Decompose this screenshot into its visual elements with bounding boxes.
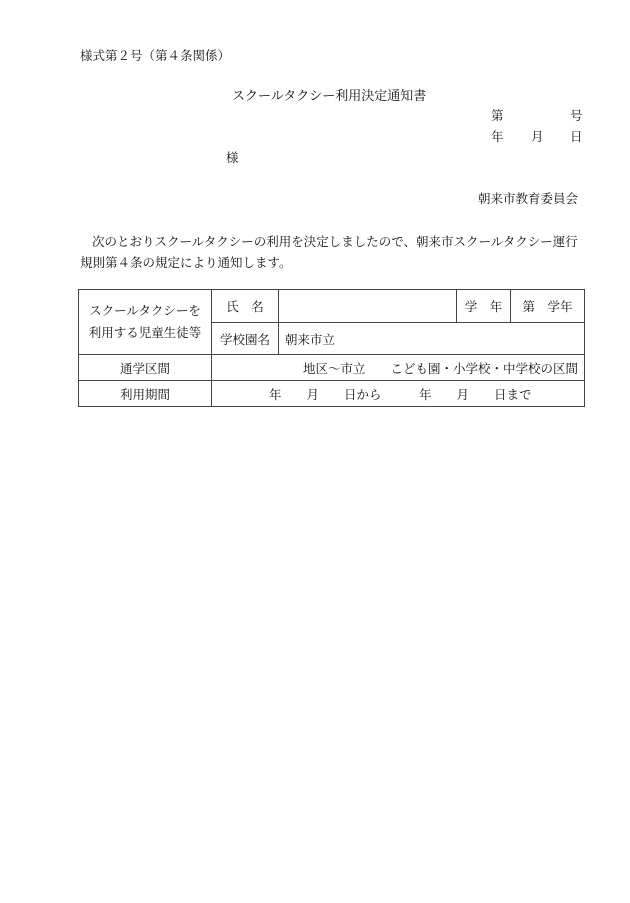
school-label: 学校園名 — [212, 323, 279, 355]
student-label-cell — [79, 290, 212, 355]
student-label-line2: 利用する児童生徒等 — [88, 325, 202, 340]
decision-table — [78, 289, 585, 407]
school-field[interactable]: 朝来市立 — [279, 323, 585, 355]
date-day: 日 — [570, 129, 583, 144]
addressee-suffix: 様 — [226, 150, 239, 165]
number-prefix: 第 — [491, 108, 504, 123]
body-text: 次のとおりスクールタクシーの利用を決定しましたので、朝来市スクールタクシー運行規則第４条の規定により通知します。 — [80, 234, 578, 270]
document-title: スクールタクシー利用決定通知書 — [232, 89, 427, 104]
section-field[interactable]: 地区～市立 こども園・小学校・中学校の区間 — [212, 355, 585, 381]
student-label-line1: スクールタクシーを — [89, 303, 201, 318]
form-number: 様式第２号（第４条関係） — [80, 48, 231, 63]
section-label: 通学区間 — [79, 355, 212, 381]
name-field[interactable] — [279, 290, 457, 323]
period-field[interactable]: 年 月 日から 年 月 日まで — [212, 381, 585, 407]
name-label: 氏 名 — [212, 290, 279, 323]
grade-label: 学 年 — [457, 290, 511, 323]
period-label: 利用期間 — [79, 381, 212, 407]
grade-field[interactable]: 第 学年 — [511, 290, 585, 323]
date-year: 年 — [491, 129, 504, 144]
date-month: 月 — [531, 129, 544, 144]
number-suffix: 号 — [570, 108, 583, 123]
issuer: 朝来市教育委員会 — [478, 191, 579, 206]
